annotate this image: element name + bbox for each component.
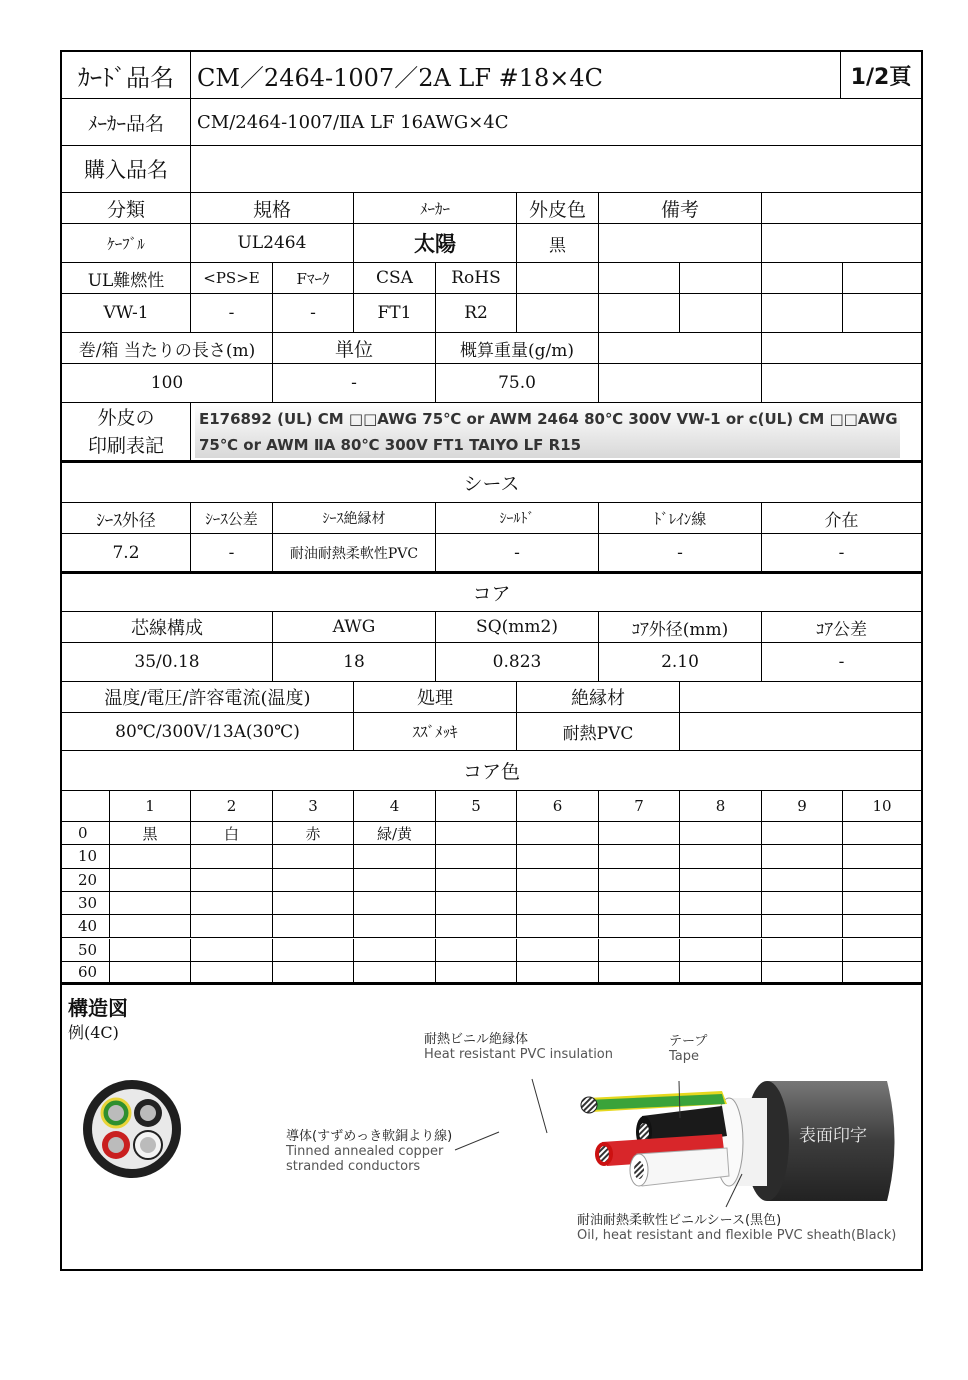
sheath-drain: -	[599, 534, 762, 574]
sheath-h-shield: ｼｰﾙﾄﾞ	[436, 503, 599, 534]
core-color-cell: 赤	[273, 822, 354, 845]
core-color-col-8: 8	[680, 791, 762, 822]
core-color-cell	[762, 822, 843, 845]
core-color-row	[62, 915, 921, 938]
rating-temp: 80℃/300V/13A(30℃)	[62, 713, 354, 751]
maker-row	[62, 99, 921, 146]
core-color-cell	[354, 892, 436, 915]
core-color-cell	[599, 845, 680, 868]
core-color-cell	[517, 962, 599, 985]
page-number: 1/2頁	[841, 52, 921, 99]
core-color-cell	[762, 962, 843, 985]
sheath-header-row	[62, 503, 921, 534]
core-color-cell	[273, 962, 354, 985]
core-h-strand: 芯線構成	[62, 612, 273, 643]
core-color-row-label: 0	[62, 822, 110, 845]
core-color-row	[62, 869, 921, 892]
cert-h-blank2	[599, 263, 680, 294]
core-title-row	[62, 574, 921, 612]
cert-blank1	[517, 294, 599, 333]
core-color-cell	[436, 915, 517, 938]
pack-blank2	[762, 364, 921, 403]
core-color-cell	[517, 869, 599, 892]
sheath-label-en: Oil, heat resistant and flexible PVC sheath(Black)	[577, 1228, 897, 1243]
core-color-cell	[354, 915, 436, 938]
core-od: 2.10	[599, 643, 762, 682]
insulation-label-jp: 耐熱ビニル絶縁体	[424, 1032, 529, 1047]
rating-h-temp: 温度/電圧/許容電流(温度)	[62, 682, 354, 713]
pack-h-unit: 単位	[273, 333, 436, 364]
core-color-cell	[599, 915, 680, 938]
core-color-cell	[191, 869, 273, 892]
spec-category: ｹｰﾌﾞﾙ	[62, 224, 191, 263]
core-color-cell	[110, 939, 191, 962]
core-color-cell	[680, 822, 762, 845]
core-color-col-2: 2	[191, 791, 273, 822]
sheath-filler: -	[762, 534, 921, 574]
cert-csa: FT1	[354, 294, 436, 333]
core-color-header-row	[62, 791, 921, 822]
rating-treatment: ｽｽﾞﾒｯｷ	[354, 713, 517, 751]
core-color-cell	[517, 939, 599, 962]
purchase-label: 購入品名	[62, 146, 191, 193]
core-color-cell	[599, 892, 680, 915]
print-label-line2: 印刷表記	[87, 434, 164, 457]
core-color-row	[62, 892, 921, 915]
cert-rohs: R2	[436, 294, 517, 333]
core-color-cell	[762, 869, 843, 892]
core-color-cell	[843, 939, 921, 962]
tape-label-jp: テープ	[669, 1034, 708, 1049]
core-color-col-10: 10	[843, 791, 921, 822]
rating-h-blank	[680, 682, 921, 713]
print-label	[62, 403, 191, 463]
core-strand: 35/0.18	[62, 643, 273, 682]
cert-h-blank3	[680, 263, 762, 294]
cross-section-figure	[82, 1079, 182, 1179]
spec-h-maker: ﾒｰｶｰ	[354, 193, 517, 224]
core-color-title: コア色	[62, 751, 921, 791]
spec-sheet	[60, 50, 923, 1271]
core-color-corner	[62, 791, 110, 822]
core-color-cell	[273, 845, 354, 868]
pack-blank1	[599, 364, 762, 403]
core-h-od: ｺｱ外径(mm)	[599, 612, 762, 643]
maker-name: CM/2464-1007/ⅡA LF 16AWG×4C	[191, 99, 921, 146]
core-color-col-1: 1	[110, 791, 191, 822]
spec-h-blank	[762, 193, 921, 224]
core-color-cell: 緑/黄	[354, 822, 436, 845]
cert-h-rohs: RoHS	[436, 263, 517, 294]
core-color-cell	[110, 915, 191, 938]
spec-h-color: 外皮色	[517, 193, 599, 224]
cert-blank5	[843, 294, 921, 333]
sheath-title: シース	[62, 463, 921, 503]
cert-h-flame: UL難燃性	[62, 263, 191, 294]
spec-header-row	[62, 193, 921, 224]
pack-header-row	[62, 333, 921, 364]
core-color-cell	[354, 939, 436, 962]
maker-label: ﾒｰｶｰ品名	[62, 99, 191, 146]
cert-h-pse: <PS>E	[191, 263, 273, 294]
sheath-h-material: ｼｰｽ絶縁材	[273, 503, 436, 534]
pack-unit: -	[273, 364, 436, 403]
cert-blank3	[680, 294, 762, 333]
core-color-row-label: 50	[62, 939, 110, 962]
conductor-label-jp: 導体(すずめっき軟銅より線)	[286, 1129, 453, 1144]
surface-print-label: 表面印字	[799, 1126, 867, 1146]
core-color-cell	[517, 892, 599, 915]
spec-h-note: 備考	[599, 193, 762, 224]
core-color-cell	[843, 869, 921, 892]
core-color-cell	[273, 915, 354, 938]
spec-h-category: 分類	[62, 193, 191, 224]
sheath-shield: -	[436, 534, 599, 574]
core-color-row	[62, 845, 921, 868]
core-color-cell: 白	[191, 822, 273, 845]
sheath-label-jp: 耐油耐熱柔軟性ビニルシース(黒色)	[577, 1213, 782, 1228]
pack-h-blank2	[762, 333, 921, 364]
sheath-title-row	[62, 463, 921, 503]
spec-standard: UL2464	[191, 224, 354, 263]
core-color-cell	[843, 822, 921, 845]
core-color-cell	[191, 962, 273, 985]
core-color-cell	[436, 822, 517, 845]
pack-weight: 75.0	[436, 364, 599, 403]
core-color-cell	[599, 939, 680, 962]
purchase-name	[191, 146, 921, 193]
core-color-cell	[843, 845, 921, 868]
spec-note	[599, 224, 762, 263]
core-h-sq: SQ(mm2)	[436, 612, 599, 643]
cert-h-blank4	[762, 263, 843, 294]
core-color-cell	[354, 869, 436, 892]
cert-flame: VW-1	[62, 294, 191, 333]
sheath-tol: -	[191, 534, 273, 574]
core-color-cell	[762, 915, 843, 938]
core-color-cell	[436, 869, 517, 892]
spec-h-standard: 規格	[191, 193, 354, 224]
core-color-cell	[680, 915, 762, 938]
core-color-cell	[110, 962, 191, 985]
tape-label-en: Tape	[669, 1049, 700, 1064]
sheath-h-filler: 介在	[762, 503, 921, 534]
core-header-row	[62, 612, 921, 643]
core-color-cell	[273, 892, 354, 915]
conductor-label-en2: stranded conductors	[286, 1159, 421, 1174]
tape-label	[669, 1034, 707, 1064]
core-title: コア	[62, 574, 921, 612]
core-color-cell	[680, 939, 762, 962]
spec-maker: 太陽	[354, 224, 517, 263]
pack-values-row	[62, 364, 921, 403]
core-color-cell	[843, 915, 921, 938]
core-color-cell	[599, 962, 680, 985]
core-color-row-label: 60	[62, 962, 110, 985]
core-color-cell	[599, 869, 680, 892]
spec-values-row	[62, 224, 921, 263]
core-color-cell	[680, 892, 762, 915]
core-color-cell	[517, 845, 599, 868]
core-h-tol: ｺｱ公差	[762, 612, 921, 643]
core-color-cell	[273, 939, 354, 962]
sheath-h-od: ｼｰｽ外径	[62, 503, 191, 534]
core-color-cell	[762, 892, 843, 915]
pack-length: 100	[62, 364, 273, 403]
core-values-row	[62, 643, 921, 682]
cert-blank2	[599, 294, 680, 333]
sheath-values-row	[62, 534, 921, 574]
rating-h-insulation: 絶縁材	[517, 682, 680, 713]
print-line1: E176892 (UL) CM □□AWG 75℃ or AWM 2464 80℃ 300V VW-1 or c(UL) CM □□AWG	[199, 410, 898, 428]
cert-h-blank1	[517, 263, 599, 294]
core-color-cell	[191, 939, 273, 962]
core-sq: 0.823	[436, 643, 599, 682]
card-name: CM／2464-1007／2A LF #18×4C	[191, 52, 841, 99]
sheath-od: 7.2	[62, 534, 191, 574]
core-color-cell	[436, 939, 517, 962]
card-row	[62, 52, 921, 99]
core-color-row	[62, 939, 921, 962]
core-color-cell	[680, 845, 762, 868]
core-color-cell	[273, 869, 354, 892]
cert-h-csa: CSA	[354, 263, 436, 294]
core-color-cell	[680, 962, 762, 985]
core-color-col-4: 4	[354, 791, 436, 822]
cert-pse: -	[191, 294, 273, 333]
core-color-cell	[436, 962, 517, 985]
cert-values-row	[62, 294, 921, 333]
core-tol: -	[762, 643, 921, 682]
core-color-cell	[762, 845, 843, 868]
spec-color: 黒	[517, 224, 599, 263]
core-color-cell: 黒	[110, 822, 191, 845]
core-color-row	[62, 962, 921, 985]
core-color-cell	[354, 962, 436, 985]
core-color-row-label: 20	[62, 869, 110, 892]
conductor-label-en1: Tinned annealed copper	[286, 1144, 444, 1159]
core-color-cell	[517, 822, 599, 845]
cert-header-row	[62, 263, 921, 294]
core-color-row-label: 10	[62, 845, 110, 868]
diagram-subtitle: 例(4C)	[68, 1023, 119, 1042]
spec-blank	[762, 224, 921, 263]
sheath-h-tol: ｼｰｽ公差	[191, 503, 273, 534]
sheath-label	[577, 1213, 896, 1243]
print-label-line1: 外皮の	[97, 406, 155, 429]
diagram-title: 構造図	[68, 996, 128, 1020]
core-color-row	[62, 822, 921, 845]
core-color-title-row	[62, 751, 921, 791]
core-color-cell	[110, 869, 191, 892]
insulation-label	[424, 1032, 613, 1062]
rating-values-row	[62, 713, 921, 751]
rating-blank	[680, 713, 921, 751]
core-color-col-6: 6	[517, 791, 599, 822]
core-awg: 18	[273, 643, 436, 682]
core-color-cell	[517, 915, 599, 938]
core-color-cell	[762, 939, 843, 962]
cert-h-blank5	[843, 263, 921, 294]
print-marking	[195, 406, 900, 458]
insulation-label-en: Heat resistant PVC insulation	[424, 1047, 614, 1062]
cert-blank4	[762, 294, 843, 333]
cert-fmark: -	[273, 294, 354, 333]
core-color-cell	[354, 845, 436, 868]
pack-h-weight: 概算重量(g/m)	[436, 333, 599, 364]
core-color-cell	[436, 845, 517, 868]
conductor-label	[286, 1129, 452, 1174]
core-color-row-label: 40	[62, 915, 110, 938]
pack-h-length: 巻/箱 当たりの長さ(m)	[62, 333, 273, 364]
core-color-col-3: 3	[273, 791, 354, 822]
core-color-cell	[110, 892, 191, 915]
core-color-cell	[191, 845, 273, 868]
core-color-col-9: 9	[762, 791, 843, 822]
rating-insulation: 耐熱PVC	[517, 713, 680, 751]
core-color-cell	[191, 892, 273, 915]
sheath-h-drain: ﾄﾞﾚｲﾝ線	[599, 503, 762, 534]
card-label: ｶｰﾄﾞ品名	[62, 52, 191, 99]
print-row	[62, 403, 921, 463]
core-color-col-7: 7	[599, 791, 680, 822]
structure-diagram	[62, 986, 921, 1271]
rating-h-treatment: 処理	[354, 682, 517, 713]
cert-h-fmark: Fﾏｰｸ	[273, 263, 354, 294]
core-h-awg: AWG	[273, 612, 436, 643]
core-color-cell	[843, 892, 921, 915]
rating-header-row	[62, 682, 921, 713]
core-color-row-label: 30	[62, 892, 110, 915]
core-color-cell	[191, 915, 273, 938]
core-color-cell	[599, 822, 680, 845]
purchase-row	[62, 146, 921, 193]
core-color-cell	[843, 962, 921, 985]
core-color-col-5: 5	[436, 791, 517, 822]
cable-figure	[487, 1076, 897, 1216]
print-line2: 75℃ or AWM ⅡA 80℃ 300V FT1 TAIYO LF R15	[199, 436, 582, 454]
core-color-cell	[680, 869, 762, 892]
pack-h-blank1	[599, 333, 762, 364]
core-color-cell	[436, 892, 517, 915]
sheath-material: 耐油耐熱柔軟性PVC	[273, 534, 436, 574]
core-color-cell	[110, 845, 191, 868]
